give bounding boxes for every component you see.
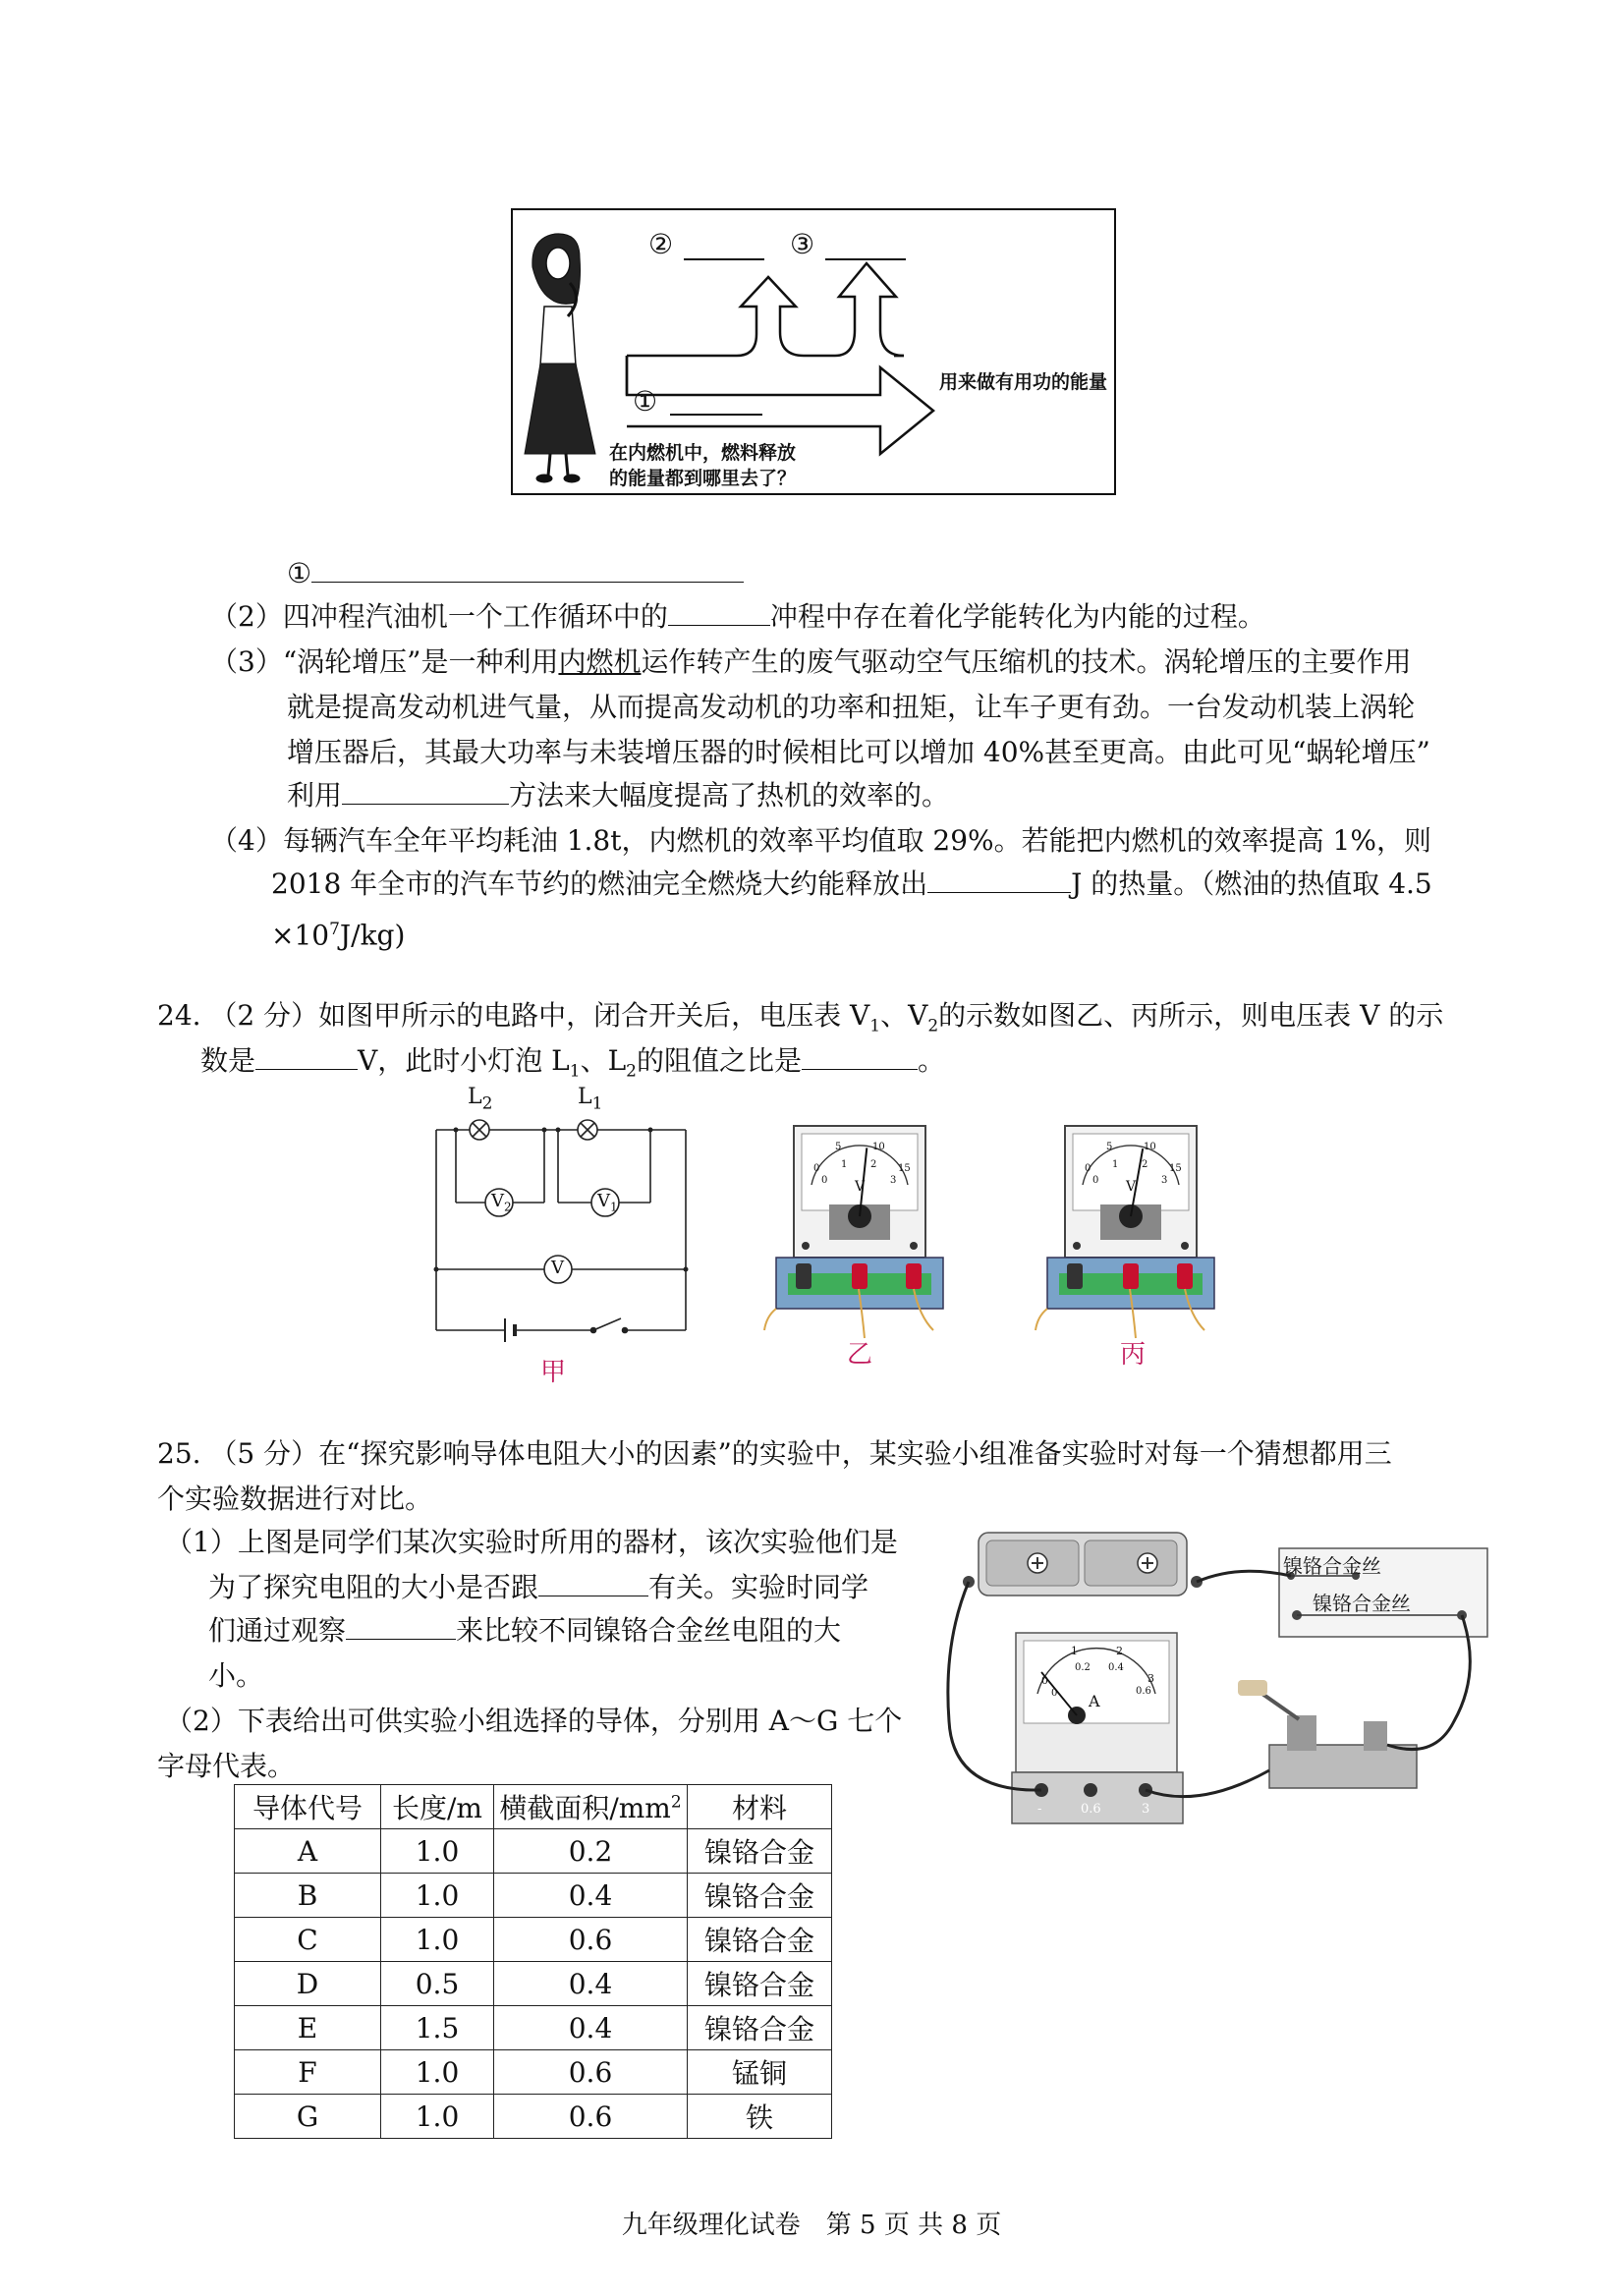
lamp-l2-sub: 2 bbox=[481, 1093, 493, 1114]
caption-bing: 丙 bbox=[1120, 1340, 1147, 1370]
table-row bbox=[235, 2095, 832, 2139]
header-area-text: 横截面积/mm bbox=[499, 1792, 671, 1824]
circuit-figure-jia bbox=[426, 1085, 701, 1399]
q23-part-2 bbox=[210, 595, 1265, 639]
energy-label-2: ② bbox=[648, 228, 674, 260]
yi-unit: V bbox=[855, 1179, 866, 1195]
table-header-row bbox=[235, 1785, 832, 1829]
ammeter-tick-bottom-0: 0 bbox=[1051, 1688, 1058, 1699]
yi-tick-top-5: 5 bbox=[835, 1142, 842, 1152]
ammeter-terminal-3: 3 bbox=[1142, 1802, 1150, 1817]
q23-part-4-line-1: （4）每辆汽车全年平均耗油 1.8t，内燃机的效率平均值取 29%。若能把内燃机的效率提高 1%，则 bbox=[210, 824, 1431, 857]
q25-p1-line-3 bbox=[208, 1609, 841, 1652]
q23-part-3-line-3: 增压器后，其最大功率与未装增压器的时候相比可以增加 40%甚至更高。由此可见“蜗轮增压” bbox=[287, 736, 1430, 768]
cell: 镍铬合金 bbox=[688, 1918, 832, 1962]
cell: 镍铬合金 bbox=[688, 2006, 832, 2050]
q24-l2-e: 。 bbox=[918, 1044, 946, 1077]
conductor-table-wrap bbox=[234, 1784, 832, 2139]
q24-l2-b: V，此时小灯泡 L bbox=[358, 1044, 570, 1077]
table-row bbox=[235, 1874, 832, 1918]
meter-v1-letter: V bbox=[597, 1191, 610, 1211]
cell: 0.4 bbox=[494, 1962, 688, 2006]
q24-l1-sub2: 2 bbox=[927, 1016, 939, 1036]
cell: 0.4 bbox=[494, 2006, 688, 2050]
cell: A bbox=[235, 1829, 381, 1874]
cell: 1.0 bbox=[381, 1874, 494, 1918]
bing-tick-top-10: 10 bbox=[1144, 1142, 1156, 1152]
cell: 0.4 bbox=[494, 1874, 688, 1918]
q23-part-3-line-4 bbox=[287, 774, 949, 817]
q25-line-2: 个实验数据进行对比。 bbox=[157, 1483, 433, 1515]
cell: 0.6 bbox=[494, 1918, 688, 1962]
q24-l1-c: 的示数如图乙、丙所示，则电压表 V 的示 bbox=[938, 999, 1444, 1032]
q23-part-3-line-2: 就是提高发动机进气量，从而提高发动机的功率和扭矩，让车子更有劲。一台发动机装上涡轮 bbox=[287, 691, 1416, 723]
table-row bbox=[235, 1962, 832, 2006]
q23-part-4-line-3 bbox=[271, 908, 405, 957]
q23-p4-l3-a: ×10 bbox=[271, 919, 330, 952]
q23-p2-text-b: 冲程中存在着化学能转化为内能的过程。 bbox=[769, 600, 1265, 633]
q25-p2-line-1: （2）下表给出可供实验小组选择的导体，分别用 A～G 七个 bbox=[165, 1705, 903, 1737]
q23-p3-text-a: （3）“涡轮增压”是一种利用 bbox=[210, 645, 559, 678]
voltmeter-bing bbox=[1028, 1120, 1234, 1375]
ammeter-terminal-06: 0.6 bbox=[1081, 1802, 1101, 1817]
ammeter-tick-top-2: 2 bbox=[1116, 1645, 1123, 1657]
cell: 1.0 bbox=[381, 1918, 494, 1962]
yi-tick-bottom-0: 0 bbox=[821, 1175, 828, 1186]
cell: 0.5 bbox=[381, 1962, 494, 2006]
q24-l2-sub1: 1 bbox=[569, 1061, 581, 1082]
q23-p4-l3-sup: 7 bbox=[329, 920, 340, 939]
meter-v1-label bbox=[597, 1191, 618, 1214]
ammeter-tick-bottom-1: 0.2 bbox=[1075, 1662, 1091, 1673]
cell: B bbox=[235, 1874, 381, 1918]
q23-p3-text-b: 运作转产生的废气驱动空气压缩机的技术。涡轮增压的主要作用 bbox=[641, 645, 1412, 678]
wire-label-1: 镍铬合金丝 bbox=[1283, 1554, 1381, 1578]
cell: F bbox=[235, 2050, 381, 2095]
cell: E bbox=[235, 2006, 381, 2050]
cell: 镍铬合金 bbox=[688, 1829, 832, 1874]
lamp-l2-label bbox=[468, 1085, 492, 1113]
cell: 1.0 bbox=[381, 2095, 494, 2139]
q23-p3-l4-text-a: 利用 bbox=[287, 779, 343, 812]
lamp-l1-sub: 1 bbox=[591, 1093, 603, 1114]
q23-p4-blank[interactable] bbox=[927, 863, 1071, 893]
q23-p3-l4-text-b: 方法来大幅度提高了热机的效率的。 bbox=[509, 779, 950, 812]
energy-flow-figure bbox=[511, 208, 1116, 495]
conductor-table bbox=[234, 1784, 832, 2139]
table-row bbox=[235, 2050, 832, 2095]
q23-answer-1 bbox=[287, 552, 744, 595]
cell: 锰铜 bbox=[688, 2050, 832, 2095]
q23-p4-l3-b: J/kg) bbox=[339, 919, 406, 952]
header-length: 长度/m bbox=[381, 1785, 494, 1829]
q25-p1-l2-b: 有关。实验时同学 bbox=[648, 1571, 869, 1603]
cell: 镍铬合金 bbox=[688, 1874, 832, 1918]
header-area bbox=[494, 1785, 688, 1829]
header-material: 材料 bbox=[688, 1785, 832, 1829]
bing-tick-top-15: 15 bbox=[1169, 1163, 1182, 1174]
meter-v2-letter: V bbox=[491, 1191, 504, 1211]
yi-tick-bottom-3: 3 bbox=[890, 1175, 897, 1186]
q24-blank-ratio[interactable] bbox=[802, 1039, 918, 1070]
yi-tick-bottom-2: 2 bbox=[870, 1159, 877, 1170]
voltmeter-bing-drawing bbox=[1028, 1120, 1234, 1346]
q25-p1-line-1: （1）上图是同学们某次实验时所用的器材，该次实验他们是 bbox=[165, 1526, 898, 1558]
header-code: 导体代号 bbox=[235, 1785, 381, 1829]
q23-part-4-line-2 bbox=[271, 863, 1432, 906]
bing-unit: V bbox=[1126, 1179, 1137, 1195]
lamp-l2-letter: L bbox=[468, 1085, 482, 1109]
meter-v2-label bbox=[491, 1191, 512, 1214]
cell: 0.6 bbox=[494, 2095, 688, 2139]
answer-1-label: ① bbox=[287, 557, 312, 589]
cell: 1.0 bbox=[381, 2050, 494, 2095]
q25-p2-line-2: 字母代表。 bbox=[157, 1750, 296, 1782]
q25-blank-observe[interactable] bbox=[346, 1609, 456, 1640]
cell: 镍铬合金 bbox=[688, 1962, 832, 2006]
apparatus-figure bbox=[943, 1525, 1493, 1859]
q25-blank-factor[interactable] bbox=[538, 1566, 648, 1596]
q23-p3-blank[interactable] bbox=[342, 774, 509, 805]
q25-line-1: 25. （5 分）在“探究影响导体电阻大小的因素”的实验中，某实验小组准备实验时对每一个猜想都用三 bbox=[157, 1437, 1392, 1470]
q24-l2-c: 、L bbox=[580, 1044, 627, 1077]
yi-tick-top-15: 15 bbox=[898, 1163, 911, 1174]
yi-tick-top-0: 0 bbox=[813, 1163, 820, 1174]
wire-label-2: 镍铬合金丝 bbox=[1313, 1592, 1411, 1615]
table-row bbox=[235, 1918, 832, 1962]
q25-p1-line-4: 小。 bbox=[208, 1659, 264, 1692]
cell: 1.5 bbox=[381, 2006, 494, 2050]
q25-p1-l2-a: 为了探究电阻的大小是否跟 bbox=[208, 1571, 539, 1603]
voltmeter-yi bbox=[756, 1120, 963, 1375]
voltmeter-yi-drawing bbox=[756, 1120, 963, 1346]
q23-p2-blank[interactable] bbox=[668, 595, 770, 626]
header-area-sup: 2 bbox=[670, 1792, 682, 1813]
cell: D bbox=[235, 1962, 381, 2006]
bing-tick-bottom-0: 0 bbox=[1092, 1175, 1099, 1186]
bing-tick-top-5: 5 bbox=[1106, 1142, 1113, 1152]
speech-line-2: 的能量都到哪里去了？ bbox=[609, 468, 797, 489]
caption-yi: 乙 bbox=[847, 1340, 873, 1370]
ammeter-tick-top-3: 3 bbox=[1147, 1672, 1154, 1685]
useful-energy-label: 用来做有用功的能量 bbox=[939, 371, 1108, 393]
meter-v1-sub: 1 bbox=[610, 1200, 618, 1214]
yi-tick-top-10: 10 bbox=[872, 1142, 885, 1152]
speech-line-1: 在内燃机中，燃料释放 bbox=[609, 442, 797, 464]
q24-l1-b: 、V bbox=[880, 999, 928, 1032]
apparatus-drawing bbox=[943, 1525, 1493, 1859]
q24-l1-a: 24. （2 分）如图甲所示的电路中，闭合开关后，电压表 V bbox=[157, 999, 870, 1032]
cell: 铁 bbox=[688, 2095, 832, 2139]
q25-p1-line-2 bbox=[208, 1566, 868, 1609]
answer-1-blank[interactable] bbox=[311, 552, 744, 583]
cell: 0.2 bbox=[494, 1829, 688, 1874]
meter-v-label: V bbox=[551, 1258, 564, 1278]
ammeter-tick-bottom-3: 0.6 bbox=[1136, 1686, 1151, 1697]
energy-label-1: ① bbox=[633, 385, 658, 418]
cell: C bbox=[235, 1918, 381, 1962]
q23-p2-text-a: （2）四冲程汽油机一个工作循环中的 bbox=[210, 600, 668, 633]
q23-p3-underlined: 内燃机 bbox=[558, 645, 642, 678]
meter-v2-sub: 2 bbox=[504, 1200, 512, 1214]
circuit-diagram bbox=[426, 1085, 701, 1389]
table-row bbox=[235, 2006, 832, 2050]
ammeter-tick-bottom-2: 0.4 bbox=[1108, 1662, 1124, 1673]
q23-p4-text-b: J 的热量。（燃油的热值取 4.5 bbox=[1071, 868, 1432, 900]
cell: G bbox=[235, 2095, 381, 2139]
bing-tick-bottom-2: 2 bbox=[1142, 1159, 1148, 1170]
ammeter-terminal-neg: - bbox=[1037, 1802, 1042, 1817]
q24-l2-d: 的阻值之比是 bbox=[637, 1044, 803, 1077]
q24-l2-a: 数是 bbox=[200, 1044, 256, 1077]
ammeter-tick-top-0: 0 bbox=[1041, 1674, 1048, 1687]
q24-blank-voltage[interactable] bbox=[255, 1039, 358, 1070]
energy-label-3: ③ bbox=[790, 228, 815, 260]
q25-p1-l3-a: 们通过观察 bbox=[208, 1614, 347, 1647]
q24-l2-sub2: 2 bbox=[626, 1061, 637, 1082]
ammeter-unit: A bbox=[1089, 1692, 1100, 1710]
q25-p1-l3-b: 来比较不同镍铬合金丝电阻的大 bbox=[456, 1614, 842, 1647]
q23-part-3-line-1 bbox=[210, 641, 1411, 684]
page-footer: 九年级理化试卷 第 5 页 共 8 页 bbox=[621, 2211, 1002, 2240]
lamp-l1-label bbox=[578, 1085, 602, 1113]
cell: 0.6 bbox=[494, 2050, 688, 2095]
bing-tick-bottom-3: 3 bbox=[1161, 1175, 1168, 1186]
q24-l1-sub1: 1 bbox=[869, 1016, 881, 1036]
lamp-l1-letter: L bbox=[578, 1085, 592, 1109]
ammeter-tick-top-1: 1 bbox=[1071, 1645, 1078, 1657]
cell: 1.0 bbox=[381, 1829, 494, 1874]
table-row bbox=[235, 1829, 832, 1874]
bing-tick-top-0: 0 bbox=[1085, 1163, 1091, 1174]
bing-tick-bottom-1: 1 bbox=[1112, 1159, 1119, 1170]
q23-p4-text-a: 2018 年全市的汽车节约的燃油完全燃烧大约能释放出 bbox=[271, 868, 928, 900]
caption-jia: 甲 bbox=[540, 1358, 567, 1387]
yi-tick-bottom-1: 1 bbox=[841, 1159, 848, 1170]
